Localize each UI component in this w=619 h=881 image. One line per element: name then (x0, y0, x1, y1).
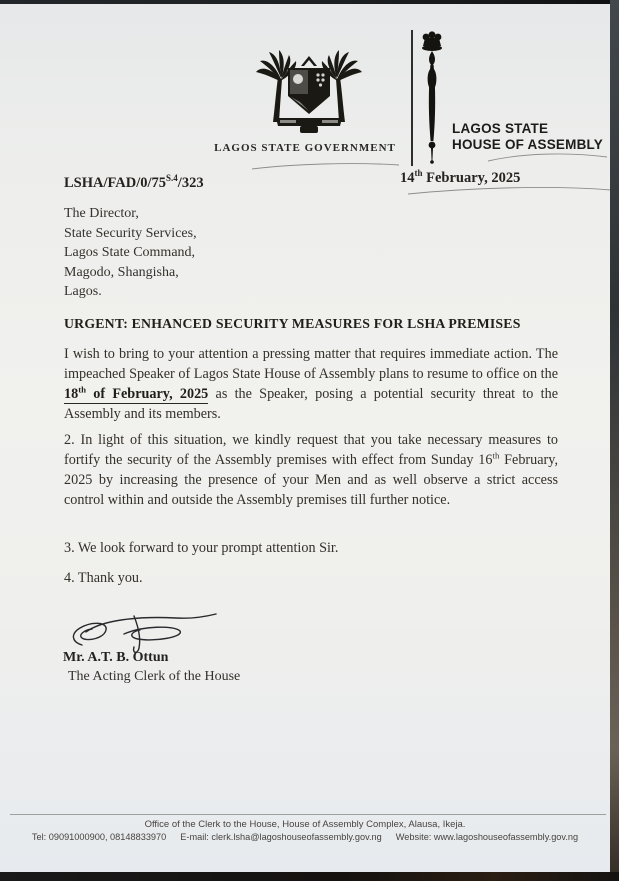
assembly-title-line1: LAGOS STATE (452, 121, 549, 136)
assembly-title-line2: HOUSE OF ASSEMBLY (452, 137, 603, 152)
government-caption: LAGOS STATE GOVERNMENT (214, 142, 396, 154)
recipient-line: Magodo, Shangisha, (64, 264, 179, 280)
header-divider (411, 30, 413, 166)
footer-telephone: Tel: 09091000900, 08148833970 (31, 832, 167, 842)
ceremonial-mace-icon (417, 31, 447, 170)
emphasized-date-day: 18 (64, 386, 79, 402)
emphasized-date-ordinal: th (78, 384, 87, 395)
lagos-state-coat-of-arms-icon (256, 50, 362, 143)
scan-artifact-line (252, 160, 400, 172)
assembly-title (452, 121, 603, 153)
scan-edge-bottom (0, 872, 619, 881)
paragraph-3: 3. We look forward to your prompt attention Sir. (64, 540, 339, 556)
paragraph-1-text: I wish to bring to your attention a pressing matter that requires immediate action. The impeached Speaker of Lagos State House of Assembly plans to resume to office on the (64, 346, 558, 382)
paragraph-4: 4. Thank you. (64, 570, 143, 586)
scan-edge-right (610, 0, 619, 881)
footer-divider (10, 814, 606, 815)
paragraph-1 (64, 344, 558, 424)
paragraph-2 (64, 430, 558, 510)
recipient-line: Lagos. (64, 284, 102, 300)
signatory-name: Mr. A.T. B. Ottun (63, 650, 169, 665)
paragraph-2-text: 2. In light of this situation, we kindly request that you take necessary measures to fortify the security of the Assembly premises with effect from Sunday 16 (64, 432, 558, 468)
footer-contacts (0, 831, 610, 844)
signatory-title: The Acting Clerk of the House (68, 669, 241, 684)
footer (0, 818, 610, 844)
footer-website: Website: www.lagoshouseofassembly.gov.ng (395, 832, 579, 842)
recipient-line: State Security Services, (64, 225, 197, 241)
recipient-line: The Director, (64, 206, 139, 221)
recipient-line: Lagos State Command, (64, 245, 196, 261)
reference-number (64, 175, 204, 192)
emphasized-date (64, 386, 208, 404)
letter-date (400, 170, 520, 187)
paragraph-2-text: February, 2025 by increasing the presence of your Men and as well observe a strict access control within and outside the Assembly premises till further notice. (64, 452, 558, 508)
reference-superscript: S.4 (166, 173, 178, 184)
footer-email: E-mail: clerk.lsha@lagoshouseofassembly.gov.ng (180, 832, 382, 842)
reference-prefix: LSHA/FAD/0/75 (64, 175, 167, 191)
date-day: 14 (400, 170, 415, 186)
date-ordinal: th (414, 168, 423, 179)
reference-suffix: /323 (177, 175, 204, 191)
scan-edge-top (0, 0, 619, 4)
paragraph-1-text: as the Speaker, posing a potential security threat to the Assembly and its members. (64, 386, 558, 422)
date-month-year: February, 2025 (422, 170, 521, 186)
recipient-address (64, 204, 197, 302)
emphasized-date-rest: of February, 2025 (86, 386, 209, 402)
footer-address: Office of the Clerk to the House, House of Assembly Complex, Alausa, Ikeja. (144, 819, 466, 830)
subject-line: URGENT: ENHANCED SECURITY MEASURES FOR LSHA PREMISES (64, 316, 521, 331)
paragraph-2-ordinal: th (492, 450, 500, 461)
